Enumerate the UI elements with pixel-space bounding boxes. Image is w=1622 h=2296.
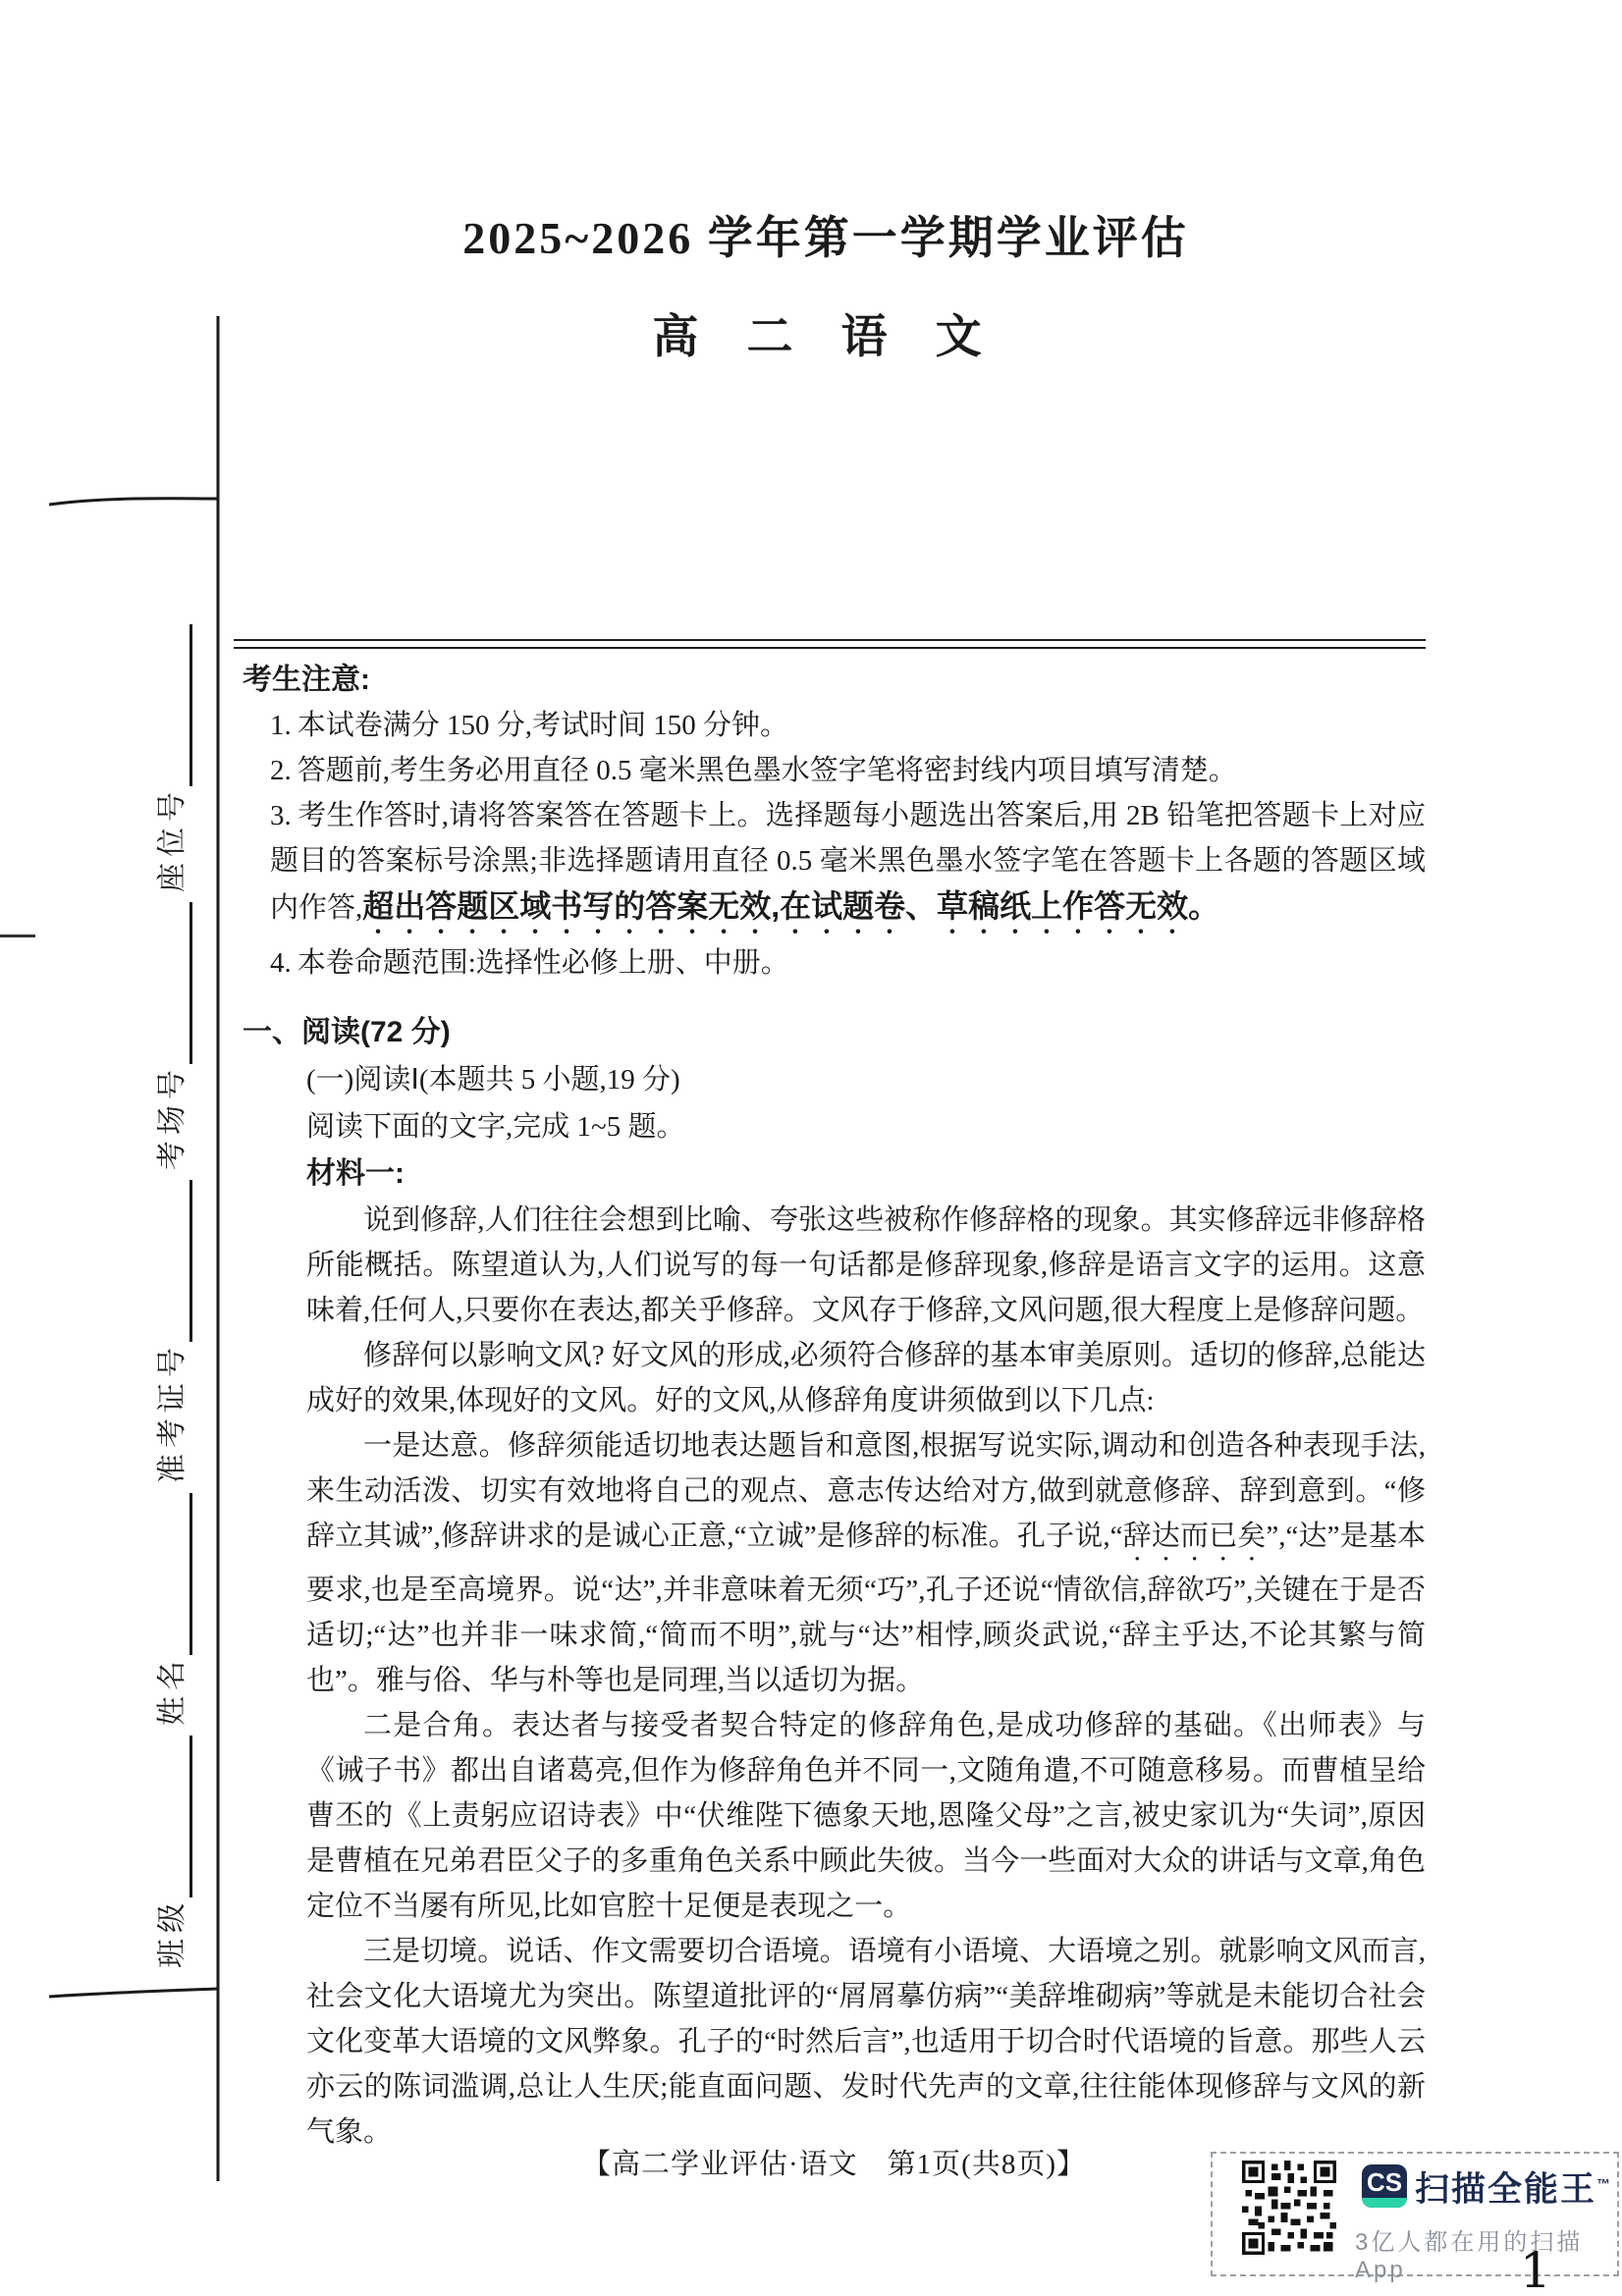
notice-item-1-number: 1. bbox=[270, 710, 292, 741]
field-admission-no-blank bbox=[156, 1180, 192, 1342]
camscanner-logo-text: CS bbox=[1366, 2167, 1403, 2197]
notice-heading: 考生注意: bbox=[243, 664, 370, 696]
field-admission-no-label: 准考证号 bbox=[156, 1342, 189, 1483]
corner-page-number: 1 bbox=[1520, 2242, 1551, 2296]
field-room-no-blank bbox=[156, 902, 192, 1064]
field-seat-no-blank bbox=[156, 624, 192, 786]
notice-item-3-number: 3. bbox=[270, 800, 292, 831]
notice-item-2-number: 2. bbox=[270, 755, 292, 786]
field-class-label: 班级 bbox=[156, 1897, 189, 1968]
scanner-app-name bbox=[1415, 2163, 1612, 2212]
field-seat-no-label: 座位号 bbox=[156, 786, 189, 892]
field-seat-no bbox=[153, 624, 192, 892]
notice-item-3 bbox=[270, 793, 1426, 940]
paragraph-5 bbox=[306, 1929, 1426, 2155]
paragraph-3-emphasis: 辞达而已矣 bbox=[1122, 1521, 1267, 1552]
seal-info-fields bbox=[149, 535, 192, 1968]
notice-item-1 bbox=[270, 703, 1426, 748]
paragraph-2 bbox=[306, 1333, 1426, 1423]
paragraph-5-text: 三是切境。说话、作文需要切合语境。语境有小语境、大语境之别。就影响文风而言,社会文化大语境尤为突出。陈望道批评的“屑屑摹仿病”“美辞堆砌病”等就是未能切合社会文化变革大语境的文风弊象。孔子的“时然后言”,也适用于切合时代语境的旨意。那些人云亦云的陈词滥调,总让人生厌;能直面问题、发时代先声的文章,往往能体现修辞与文风的新气象。 bbox=[306, 1936, 1426, 2148]
field-name bbox=[153, 1493, 192, 1726]
paragraph-3-text: 一是达意。修辞须能适切地表达题旨和意图,根据写说实际,调动和创造各种表现手法,来生动活泼、切实有效地将自己的观点、意志传达给对方,做到就意修辞、辞到意到。“修辞立其诚”,修辞讲求的是诚心正意,“立诚”是修辞的标准。孔子说,“ bbox=[306, 1430, 1426, 1552]
reading-section bbox=[243, 1009, 1426, 2155]
subsection-title: (一)阅读Ⅰ(本题共 5 小题,19 分) bbox=[306, 1064, 680, 1095]
material-one-paragraphs bbox=[306, 1198, 1426, 2155]
notice-item-4 bbox=[270, 940, 1426, 986]
notice-item-4-text: 本卷命题范围:选择性必修上册、中册。 bbox=[297, 947, 789, 979]
scanner-app-name-text: 扫描全能王 bbox=[1415, 2170, 1597, 2209]
scanner-app-watermark bbox=[1211, 2152, 1619, 2283]
trademark-symbol: ™ bbox=[1596, 2175, 1613, 2192]
notice-item-4-number: 4. bbox=[270, 947, 292, 979]
notice-item-1-text: 本试卷满分 150 分,考试时间 150 分钟。 bbox=[297, 710, 789, 741]
subject-title: 高 二 语 文 bbox=[652, 310, 1000, 362]
section-title: 一、阅读(72 分) bbox=[243, 1016, 451, 1048]
notice-item-2-text: 答题前,考生务必用直径 0.5 毫米黑色墨水签字笔将密封线内项目填写清楚。 bbox=[297, 755, 1237, 786]
double-rule-divider bbox=[234, 639, 1426, 649]
field-name-blank bbox=[156, 1493, 192, 1655]
notice-item-3-emphasis: 超出答题区域书写的答案无效,在试题卷、草稿纸上作答无效。 bbox=[362, 888, 1220, 924]
qr-code-icon bbox=[1242, 2161, 1336, 2255]
field-admission-no bbox=[153, 1180, 192, 1483]
camscanner-logo-strip bbox=[1362, 2198, 1407, 2208]
field-room-no bbox=[153, 902, 192, 1170]
paragraph-4-text: 二是合角。表达者与接受者契合特定的修辞角色,是成功修辞的基础。《出师表》与《诫子书》都出自诸葛亮,但作为修辞角色并不同一,文随角遣,不可随意移易。而曹植呈给曹丕的《上责躬应诏诗表》中“伏维陛下德象天地,恩隆父母”之言,被史家讥为“失词”,原因是曹植在兄弟君臣父子的多重角色关系中顾此失彼。当今一些面对大众的讲话与文章,角色定位不当屡有所见,比如官腔十足便是表现之一。 bbox=[306, 1710, 1426, 1922]
paragraph-3 bbox=[306, 1423, 1426, 1703]
page-footer: 【高二学业评估·语文 第1页(共8页)】 bbox=[582, 2149, 1086, 2180]
material-one-label: 材料一: bbox=[306, 1157, 405, 1190]
notice-item-2 bbox=[270, 748, 1426, 793]
paragraph-2-text: 修辞何以影响文风? 好文风的形成,必须符合修辞的基本审美原则。适切的修辞,总能达成好的效果,体现好的文风。好的文风,从修辞角度讲须做到以下几点: bbox=[306, 1340, 1426, 1416]
paragraph-1-text: 说到修辞,人们往往会想到比喻、夸张这些被称作修辞格的现象。其实修辞远非修辞格所能概括。陈望道认为,人们说写的每一句话都是修辞现象,修辞是语言文字的运用。这意味着,任何人,只要你在表达,都关乎修辞。文风存于修辞,文风问题,很大程度上是修辞问题。 bbox=[306, 1204, 1426, 1326]
paper-title: 2025~2026 学年第一学期学业评估 bbox=[462, 213, 1189, 263]
field-name-label: 姓名 bbox=[156, 1655, 189, 1726]
notice-item-3-text: 考生作答时,请将答案答在答题卡上。选择题每小题选出答案后,用 2B 铅笔把答题卡上对应题目的答案标号涂黑;非选择题请用直径 0.5 毫米黑色墨水签字笔在答题卡上各题的答题区域内作答, bbox=[270, 800, 1426, 924]
field-room-no-label: 考场号 bbox=[156, 1064, 189, 1170]
candidate-notice bbox=[243, 658, 1426, 986]
paragraph-4 bbox=[306, 1703, 1426, 1929]
paragraph-1 bbox=[306, 1198, 1426, 1333]
camscanner-logo-icon bbox=[1362, 2164, 1407, 2208]
title-block bbox=[218, 202, 1433, 366]
scanner-app-tagline: 3亿人都在用的扫描App bbox=[1355, 2229, 1584, 2283]
reading-instruction: 阅读下面的文字,完成 1~5 题。 bbox=[306, 1111, 685, 1143]
field-class-blank bbox=[156, 1735, 192, 1897]
paragraph-3-text-rest: ”,“达”是基本要求,也是至高境界。说“达”,并非意味着无须“巧”,孔子还说“情欲信,辞欲巧”,关键在于是否适切;“达”也并非一味求简,“简而不明”,就与“达”相悖,顾炎武说,“辞主乎达,不论其繁与简也”。雅与俗、华与朴等也是同理,当以适切为据。 bbox=[306, 1521, 1426, 1696]
binding-fold-tick bbox=[0, 934, 35, 937]
field-class bbox=[153, 1735, 192, 1968]
